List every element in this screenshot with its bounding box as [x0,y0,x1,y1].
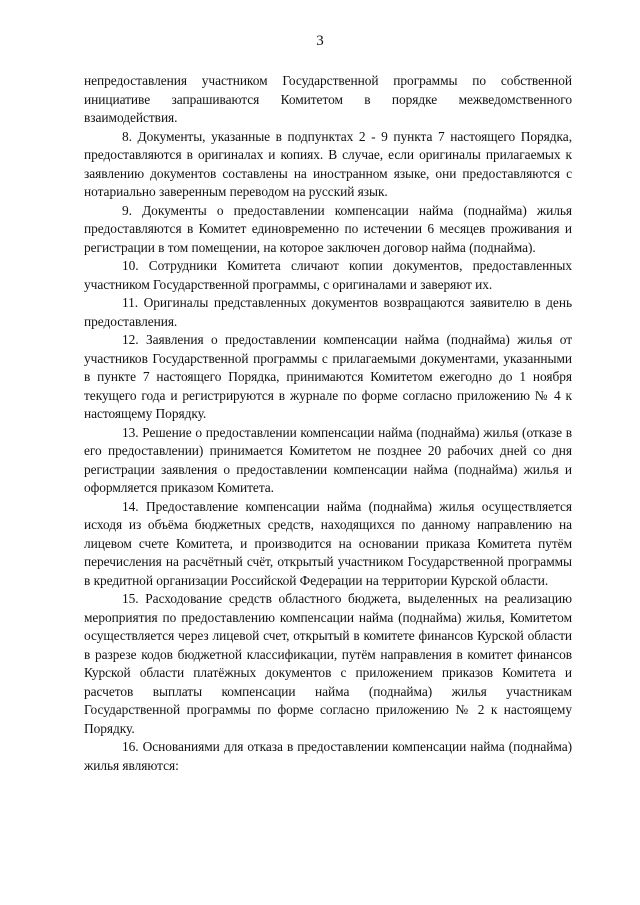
paragraph-continuation: непредоставления участником Государственной программы по собственной инициативе запрашиваются Комитетом в порядке межведомственного взаимодействия. [84,73,572,125]
document-body [84,72,572,775]
paragraph-9: 9. Документы о предоставлении компенсации найма (поднайма) жилья предоставляются в Комитет единовременно по истечении 6 месяцев проживания и регистрации в том помещении, на которое заключен договор найма (поднайма). [84,202,572,255]
paragraph-10: 10. Сотрудники Комитета сличают копии документов, предоставленных участником Государственной программы, с оригиналами и заверяют их. [84,258,572,292]
paragraph-12: 12. Заявления о предоставлении компенсации найма (поднайма) жилья от участников Государственной программы с прилагаемыми документами, указанными в пункте 7 настоящего Порядка, принимаются Комитетом ежегодно до 1 ноября текущего года и регистрируются в журнале по форме согласно приложению № 4 к настоящему Порядку. [84,332,572,421]
paragraph-11: 11. Оригиналы представленных документов возвращаются заявителю в день предоставления. [84,295,572,329]
paragraph-14: 14. Предоставление компенсации найма (поднайма) жилья осуществляется исходя из объёма бюджетных средств, находящихся по данному направлению на лицевом счете Комитета, и производится на основании приказа Комитета путём перечисления на расчётный счёт, открытый участником Государственной программы в кредитной организации Российской Федерации на территории Курской области. [84,498,572,588]
paragraph-8: 8. Документы, указанные в подпунктах 2 - 9 пункта 7 настоящего Порядка, предоставляются в оригиналах и копиях. В случае, если оригиналы прилагаемых к заявлению документов составлены на иностранном языке, они предоставляются с нотариально заверенным переводом на русский язык. [84,128,572,199]
paragraph-16: 16. Основаниями для отказа в предоставлении компенсации найма (поднайма) жилья являются: [84,739,572,773]
paragraph-15: 15. Расходование средств областного бюджета, выделенных на реализацию мероприятия по предоставлению компенсации найма (поднайма) жилья, Комитетом осуществляется через лицевой счет, открытый в комитете финансов Курской области в разрезе кодов бюджетной классификации, путём направления в комитет финансов Курской области платёжных документов с приложением приказов Комитета и расчетов выплаты компенсации найма (поднайма) жилья участникам Государственной программы по форме согласно приложению № 2 к настоящему Порядку. [84,591,572,736]
paragraph-13: 13. Решение о предоставлении компенсации найма (поднайма) жилья (отказе в его предоставлении) принимается Комитетом не позднее 20 рабочих дней со дня регистрации заявления о предоставлении компенсации найма (поднайма) жилья и оформляется приказом Комитета. [84,424,572,495]
page-number: 3 [316,33,324,49]
